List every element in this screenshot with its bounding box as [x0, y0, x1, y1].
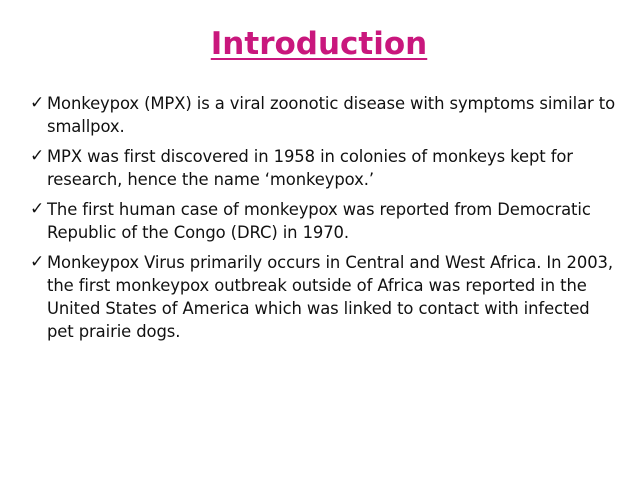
bullet-item — [30, 198, 620, 244]
bullet-item — [30, 251, 620, 343]
bullet-text: MPX was first discovered in 1958 in colonies of monkeys kept for research, hence the name ‘monkeypox.’ — [47, 147, 573, 189]
bullet-text: The first human case of monkeypox was reported from Democratic Republic of the Congo (DRC) in 1970. — [47, 200, 591, 242]
check-mark-icon: ✓ — [30, 93, 45, 113]
bullet-text: Monkeypox (MPX) is a viral zoonotic disease with symptoms similar to smallpox. — [47, 94, 616, 136]
bullet-list — [30, 92, 620, 350]
bullet-text: Monkeypox Virus primarily occurs in Central and West Africa. In 2003, the first monkeypox outbreak outside of Africa was reported in the United States of America which was linked to contact with infected pet prairie dogs. — [47, 253, 613, 341]
check-mark-icon: ✓ — [30, 146, 45, 166]
slide-title: Introduction — [210, 26, 428, 62]
bullet-item — [30, 145, 620, 191]
check-mark-icon: ✓ — [30, 252, 45, 272]
check-mark-icon: ✓ — [30, 199, 45, 219]
bullet-item — [30, 92, 620, 138]
